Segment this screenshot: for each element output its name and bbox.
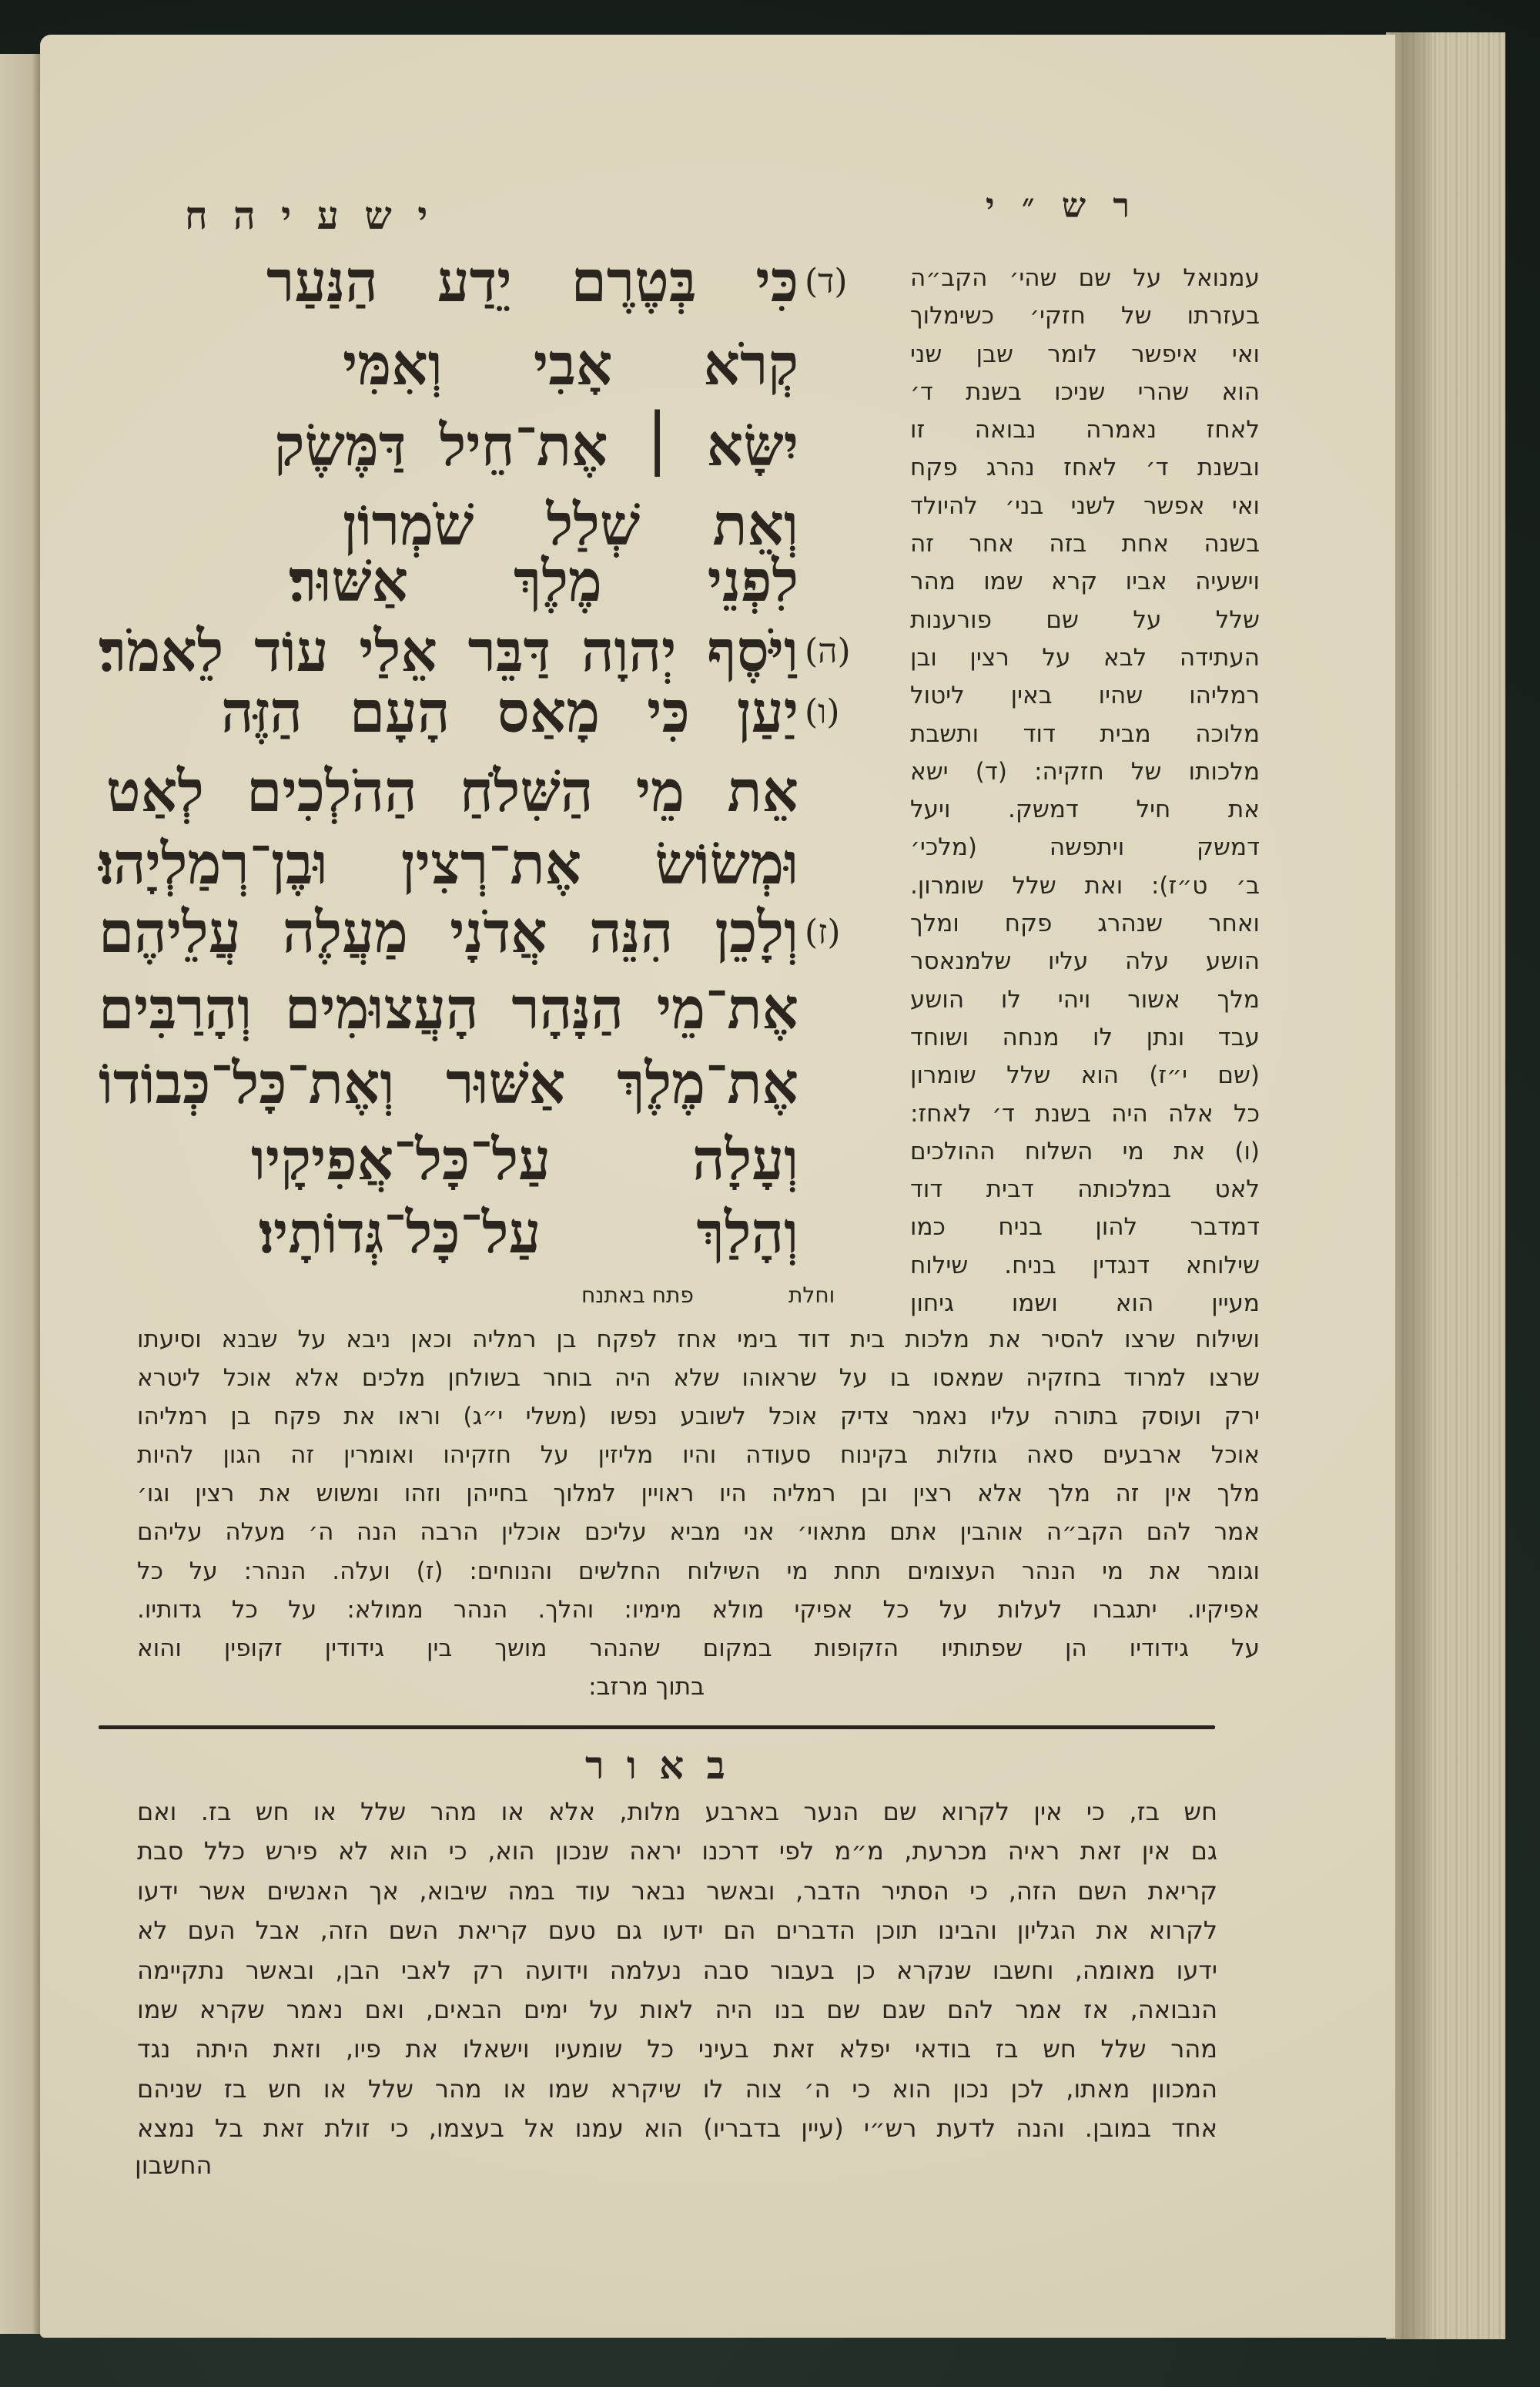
commentary-line: לאחז נאמרה נבואה זו [910, 416, 1260, 444]
biur-header: ב א ו ר [585, 1742, 730, 1788]
verse-line: וְהָלַךְ עַל־כָּל־גְּדוֹתָיו׃ [259, 1200, 798, 1266]
verse-line: אֶת־מֵי הַנָּהָר הָעֲצוּמִים וְהָרַבִּים [99, 976, 798, 1042]
commentary-line: לאט במלכותה דבית דוד [910, 1175, 1260, 1204]
facing-page-edge [0, 54, 40, 2334]
commentary-line: ובשנת ד׳ לאחז נהרג פקח [910, 454, 1260, 482]
section-divider [99, 1725, 1215, 1729]
commentary-line: ואחר שנהרג פקח ומלך [910, 910, 1260, 938]
verse-line: יִשָּׂא ׀ אֶת־חֵיל דַּמֶּשֶׂק [274, 413, 798, 479]
commentary-line: חש בז, כי אין לקרוא שם הנער בארבע מלות, אלא או מהר שלל או חש בז. ואם [137, 1797, 1217, 1826]
commentary-line: מלוכה מבית דוד ותשבת [910, 719, 1260, 748]
masoretic-note-vechalat: וחלת [788, 1282, 835, 1308]
commentary-line: העתידה לבא על רצין ובן [910, 643, 1260, 672]
commentary-line: אפיקיו. יתגברו לעלות על כל אפיקי מולא מימיו: והלך. הנהר ממולא: על כל גדותיו. [137, 1595, 1260, 1624]
verse-line: קְרֹא אָבִי וְאִמִּי [343, 332, 798, 398]
rashi-commentary-wide [137, 1320, 1260, 1706]
verse-line: אֵת מֵי הַשִּׁלֹחַ הַהֹלְכִים לְאַט [106, 759, 798, 825]
commentary-line: לקרוא את הגליון והבינו תוכן הדברים הם ידעו גם טעם קריאת השם הזה, אבל העם לא [137, 1916, 1217, 1946]
verse-number: (ה) [805, 632, 851, 671]
commentary-line: ידעו מאומה, וחשבו שנקרא כן בעבור סבה נעלמה וידועה רק לאבי הבן, ובאשר נתקיימה [137, 1955, 1217, 1985]
verse-number: (ד) [805, 262, 848, 301]
verse-line: וְעָלָה עַל־כָּל־אֲפִיקָיו [251, 1127, 798, 1193]
verse-line: אֶת־מֶלֶךְ אַשּׁוּר וְאֶת־כָּל־כְּבוֹדוֹ [99, 1051, 798, 1117]
masoretic-note-etnach: פתח באתנח [581, 1282, 694, 1308]
commentary-line: אוכל ארבעים סאה גוזלות בקינוח סעודה והיו מליזין על חזקיהו ואומרין זה הגון להיות [137, 1441, 1260, 1470]
commentary-line: המכוון מאתו, לכן נכון הוא כי ה׳ צוה לו שיקרא שמו או מהר שלל או חש בז שניהם [137, 2074, 1217, 2104]
verse-line: לִפְנֵי מֶלֶךְ אַשּׁוּר׃ [289, 548, 798, 615]
commentary-line: ואי אפשר לשני בני׳ להיולד [910, 491, 1260, 520]
commentary-line: ושילוח שרצו להסיר את מלכות בית דוד בימי אחז לפקח בן רמליה וכאן ניבא על שבנא וסיעתו [137, 1326, 1260, 1353]
commentary-line: שרצו למרוד בחזקיה שמאסו בו על שראוהו שלא היה בוחר בשולחן מלכים אלא אוכל ליטרא [137, 1364, 1260, 1393]
commentary-line: מלך אשור ויהי לו הושע [910, 985, 1260, 1014]
commentary-line: רמליהו שהיו באין ליטול [910, 682, 1260, 710]
commentary-line: מלכותו של חזקיה: (ד) ישא [910, 757, 1260, 786]
commentary-line: ב׳ ט״ז): ואת שלל שומרון. [910, 871, 1260, 900]
catchword: החשבון [135, 2151, 213, 2180]
commentary-line: דמדבר להון בניח כמו [910, 1213, 1260, 1242]
commentary-line: גם אין זאת ראיה מכרעת, מ״מ לפי דרכנו יראה שנכון הוא, כי הוא לא פירש כלל סבת [137, 1836, 1217, 1866]
verse-line: וַיֹּסֶף יְהוָה דַּבֵּר אֵלַי עוֹד לֵאמֹר׃ [99, 619, 798, 685]
verse-number: (ז) [805, 913, 841, 952]
verse-line: וּמְשׂוֹשׂ אֶת־רְצִין וּבֶן־רְמַלְיָהוּ׃ [99, 831, 798, 897]
commentary-line: מלך אין זה מלך אלא רצין ובן רמליה היו ראויין למלוך בחייהן וזהו ומשוש את רצין וגו׳ [137, 1480, 1260, 1508]
verse-line: וְאֵת שְׁלַל שֹׁמְרוֹן [343, 492, 798, 558]
commentary-line: עבד ונתן לו מנחה ושוחד [910, 1023, 1260, 1051]
commentary-line: קריאת השם הזה, כי הסתיר הדבר, ובאשר נבאר עוד במה שיבוא, אך האנשים אשר ידעו [137, 1876, 1217, 1906]
rashi-commentary-column [910, 260, 1260, 1323]
commentary-line: כל אלה היה בשנת ד׳ לאחז: [910, 1099, 1260, 1128]
commentary-line: ירק ועוסק בתורה עליו נאמר צדיק אוכל לשובע נפשו (משלי י״ג) וראו את פקח בן רמליהו [137, 1403, 1260, 1431]
commentary-line: את חיל דמשק. ויעל [910, 796, 1260, 824]
commentary-line: על גידודיו הן שפתותיו הזקופות במקום שהנהר מושך בין גידודין זקופין והוא [137, 1634, 1260, 1662]
commentary-line: אחד במובן. והנה לדעת רש״י (עיין בדבריו) הוא עמנו אל בעצמו, כי זולת זאת בל נמצא [137, 2114, 1217, 2144]
commentary-line: וישעיה אביו קרא שמו מהר [910, 568, 1260, 596]
commentary-line: ואי איפשר לומר שבן שני [910, 340, 1260, 368]
commentary-line: בעזרתו של חזקי׳ כשימלוך [910, 302, 1260, 330]
commentary-line: בתוך מרזב: [588, 1672, 705, 1701]
verse-line: וְלָכֵן הִנֵּה אֲדֹנָי מַעֲלֶה עֲלֵיהֶם [99, 900, 798, 966]
commentary-line: הנבואה, אז אמר להם שגם שם בנו היה לאות על ימים הבאים, ואם נאמר שקרא שמו [137, 1994, 1217, 2024]
commentary-line: דמשק ויתפשה (מלכי׳ [910, 833, 1260, 862]
commentary-line: מהר שלל חש בז בודאי יפלא זאת בעיני כל שומעיו וישאלו את פיו, וזאת היתה נגד [137, 2034, 1217, 2064]
biur-commentary [137, 1792, 1217, 2149]
commentary-line: הושע עלה עליו שלמנאסר [910, 947, 1260, 976]
commentary-line: מעיין הוא ושמו גיחון [910, 1289, 1260, 1318]
commentary-line: בשנה אחת בזה אחר זה [910, 530, 1260, 558]
commentary-line: הוא שהרי שניכו בשנת ד׳ [910, 377, 1260, 406]
verse-line: יַעַן כִּי מָאַס הָעָם הַזֶּה [221, 679, 798, 746]
commentary-line: שילוחא דנגדין בניח. שילוח [910, 1251, 1260, 1279]
verse-line: כִּי בְּטֶרֶם יֵדַע הַנַּעַר [266, 249, 798, 315]
verse-number: (ו) [805, 692, 840, 732]
book-chapter-header: י ש ע י ה ח [185, 193, 434, 238]
commentary-line: שלל על שם פורענות [910, 605, 1260, 634]
commentary-line: אמר להם הקב״ה אוהבין אתם מתאוי׳ אני מביא עליכם אוכלין הרבה הנה ה׳ מעלה עליהם [137, 1518, 1260, 1547]
commentary-line: עמנואל על שם שהי׳ הקב״ה [910, 264, 1260, 292]
commentary-line: וגומר את מי הנהר העצומים תחת מי השילוח החלשים והנוחים: (ז) ועלה. הנהר: על כל [137, 1557, 1260, 1585]
commentary-line: (ו) את מי השלוח ההולכים [910, 1137, 1260, 1165]
rashi-header: ר ש ״ י [986, 186, 1137, 226]
commentary-line: (שם י״ז) הוא שלל שומרון [910, 1061, 1260, 1090]
